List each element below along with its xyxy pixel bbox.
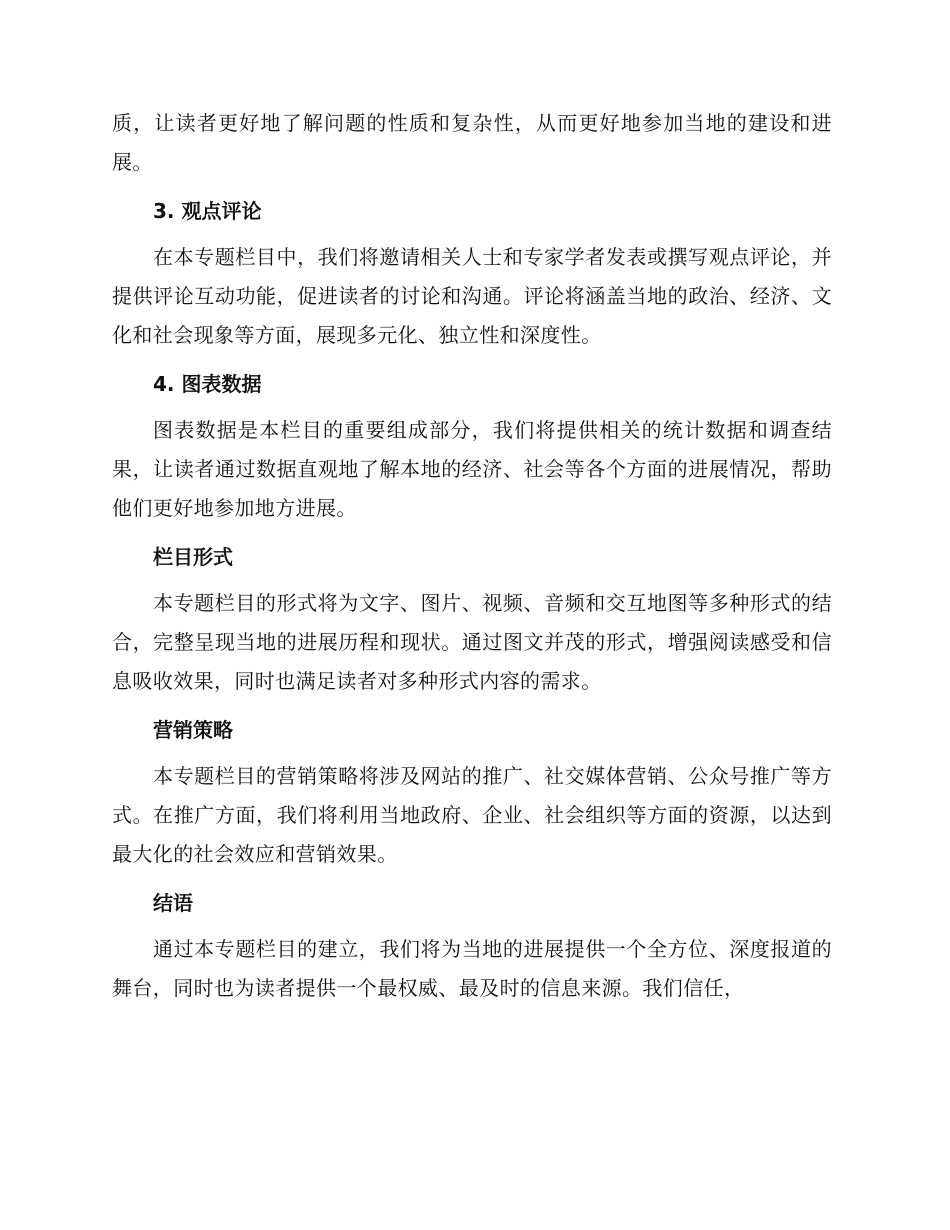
section-heading: 结语 [153, 891, 193, 915]
section-heading: 3. 观点评论 [153, 199, 262, 223]
section-column-format [112, 544, 832, 701]
section-paragraph: 图表数据是本栏目的重要组成部分，我们将提供相关的统计数据和调查结果，让读者通过数据直观地了解本地的经济、社会等各个方面的进展情况，帮助他们更好地参加地方进展。 [112, 418, 832, 520]
section-paragraph: 本专题栏目的形式将为文字、图片、视频、音频和交互地图等多种形式的结合，完整呈现当地的进展历程和现状。通过图文并茂的形式，增强阅读感受和信息吸收效果，同时也满足读者对多种形式内容的需求。 [112, 591, 832, 693]
section-heading: 营销策略 [153, 718, 233, 742]
section-chart-data [112, 371, 832, 528]
intro-continuation-paragraph: 质，让读者更好地了解问题的性质和复杂性，从而更好地参加当地的建设和进展。 [112, 111, 832, 174]
section-marketing-strategy [112, 717, 832, 874]
section-paragraph: 本专题栏目的营销策略将涉及网站的推广、社交媒体营销、公众号推广等方式。在推广方面，我们将利用当地政府、企业、社会组织等方面的资源，以达到最大化的社会效应和营销效果。 [112, 764, 832, 866]
section-opinion-commentary [112, 198, 832, 355]
document-page [112, 104, 832, 1008]
section-conclusion [112, 890, 832, 1008]
section-paragraph: 通过本专题栏目的建立，我们将为当地的进展提供一个全方位、深度报道的舞台，同时也为读者提供一个最权威、最及时的信息来源。我们信任， [112, 937, 832, 1000]
section-heading: 栏目形式 [153, 545, 233, 569]
section-heading: 4. 图表数据 [153, 372, 262, 396]
section-paragraph: 在本专题栏目中，我们将邀请相关人士和专家学者发表或撰写观点评论，并提供评论互动功能，促进读者的讨论和沟通。评论将涵盖当地的政治、经济、文化和社会现象等方面，展现多元化、独立性和深度性。 [112, 245, 832, 347]
